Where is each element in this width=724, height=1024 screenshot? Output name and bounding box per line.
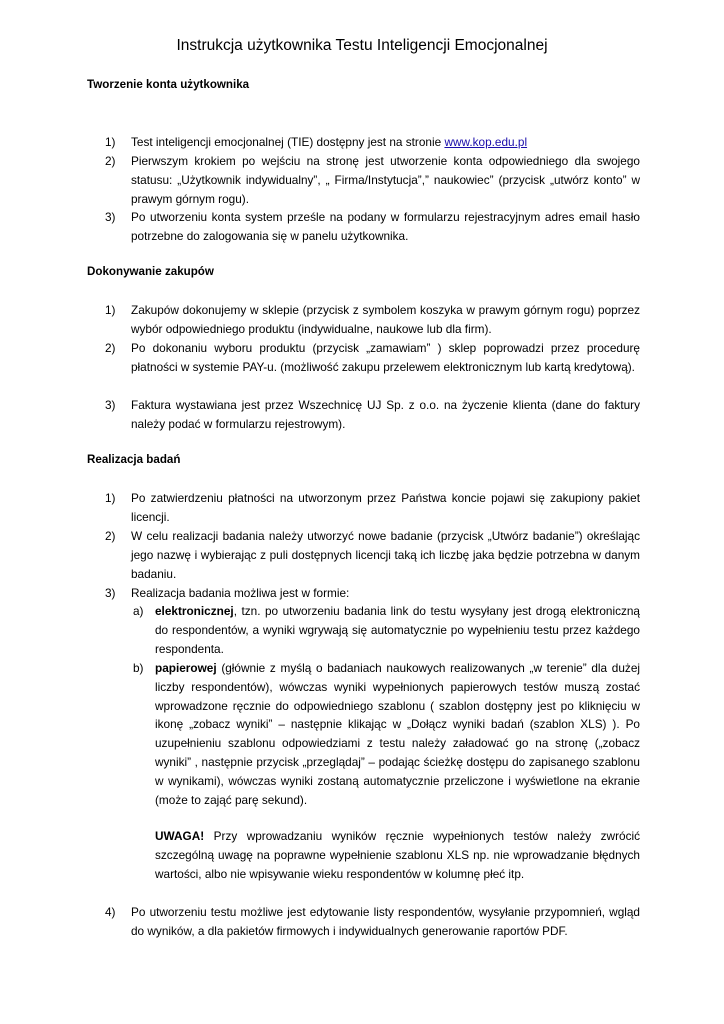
list-text: W celu realizacji badania należy utworzyć nowe badanie (przycisk „Utwórz badanie”) określając jego nazwę i wybierając z puli dostępnych licencji taką ich liczbę jaka będzie potrzebna w danym badaniu. [131,529,640,581]
list-item [105,339,640,377]
list-text: Po zatwierdzeniu płatności na utworzonym przez Państwa koncie pojawi się zakupiony pakiet licencji. [131,491,640,524]
list-number: 1) [105,135,116,149]
warning-label: UWAGA! [155,829,205,843]
list-number: 2) [105,154,116,168]
list-text: Test inteligencji emocjonalnej (TIE) dostępny jest na stronie [131,135,445,149]
list-number: 4) [105,905,116,919]
sub-list-bold: elektronicznej [155,604,234,618]
list-text: Po utworzeniu konta system prześle na podany w formularzu rejestracyjnym adres email hasło potrzebne do zalogowania się w panelu użytkownika. [131,210,640,243]
document-title: Instrukcja użytkownika Testu Inteligencji Emocjonalnej [176,37,548,54]
sub-list-letter: a) [133,604,144,618]
sub-list-text: , tzn. po utworzeniu badania link do testu wysyłany jest drogą elektroniczną do respondentów, a wyniki wgrywają się automatycznie po wypełnieniu testu przez każdego respondenta. [155,604,640,656]
sub-list-item [133,659,640,809]
list-number: 3) [105,586,116,600]
list-item [105,133,640,152]
list-item [105,396,640,434]
sub-list-letter: b) [133,661,144,675]
list-number: 3) [105,210,116,224]
sub-list-text: (głównie z myślą o badaniach naukowych realizowanych „w terenie” dla dużej liczby respondentów), wówczas wyniki wypełnionych papierowych testów muszą zostać wprowadzone ręcznie do odpowiedniego szablonu ( szablon dostępny jest po kliknięciu w ikonę „zobacz wyniki” – następnie klikając w „Dołącz wyniki badań (szablon XLS) ). Po uzupełnieniu szablonu odpowiedziami z testu należy załadować go na stronę („zobacz wyniki” , następnie przycisk „przeglądaj” – podając ścieżkę dostępu do zapisanego szablonu w wynikami), wówczas wyniki zostaną automatycznie przeliczone i wyświetlone na ekranie (może to zająć parę sekund). [155,661,640,807]
list-text: Faktura wystawiana jest przez Wszechnicę UJ Sp. z o.o. na życzenie klienta (dane do faktury należy podać w formularzu rejestrowym). [131,398,640,431]
list-item [105,208,640,246]
list-item [105,152,640,208]
list-item [105,489,640,527]
sub-list-item [133,602,640,658]
section-heading-purchases: Dokonywanie zakupów [87,265,214,278]
list-item [105,527,640,583]
list-number: 2) [105,341,116,355]
list-number: 2) [105,529,116,543]
warning-note [155,827,640,883]
website-link[interactable]: www.kop.edu.pl [444,135,528,149]
list-item [105,903,640,941]
list-number: 1) [105,303,116,317]
section-heading-account: Tworzenie konta użytkownika [87,78,250,91]
list-text: Pierwszym krokiem po wejściu na stronę jest utworzenie konta odpowiedniego dla swojego statusu: „Użytkownik indywidualny”, „ Firma/Instytucja”,” naukowiec” (przycisk „utwórz konto” w prawym górnym rogu). [131,154,640,206]
sub-list-bold: papierowej [155,661,217,675]
list-item [105,584,640,603]
list-text: Realizacja badania możliwa jest w formie: [131,586,350,600]
warning-text: Przy wprowadzaniu wyników ręcznie wypełnionych testów należy zwrócić szczególną uwagę na poprawne wypełnienie szablonu XLS np. nie wprowadzanie błędnych wartości, albo nie wpisywanie wieku respondentów w kolumnę płeć itp. [155,829,640,881]
section-heading-research: Realizacja badań [87,453,181,466]
list-number: 3) [105,398,116,412]
list-number: 1) [105,491,116,505]
list-text: Zakupów dokonujemy w sklepie (przycisk z symbolem koszyka w prawym górnym rogu) poprzez wybór odpowiedniego produktu (indywidualne, naukowe lub dla firm). [131,303,640,336]
list-item [105,301,640,339]
list-text: Po utworzeniu testu możliwe jest edytowanie listy respondentów, wysyłanie przypomnień, wgląd do wyników, a dla pakietów firmowych i indywidualnych generowanie raportów PDF. [131,905,640,938]
list-text: Po dokonaniu wyboru produktu (przycisk „zamawiam” ) sklep poprowadzi przez procedurę płatności w systemie PAY-u. (możliwość zakupu przelewem elektronicznym lub kartą kredytową). [131,341,640,374]
